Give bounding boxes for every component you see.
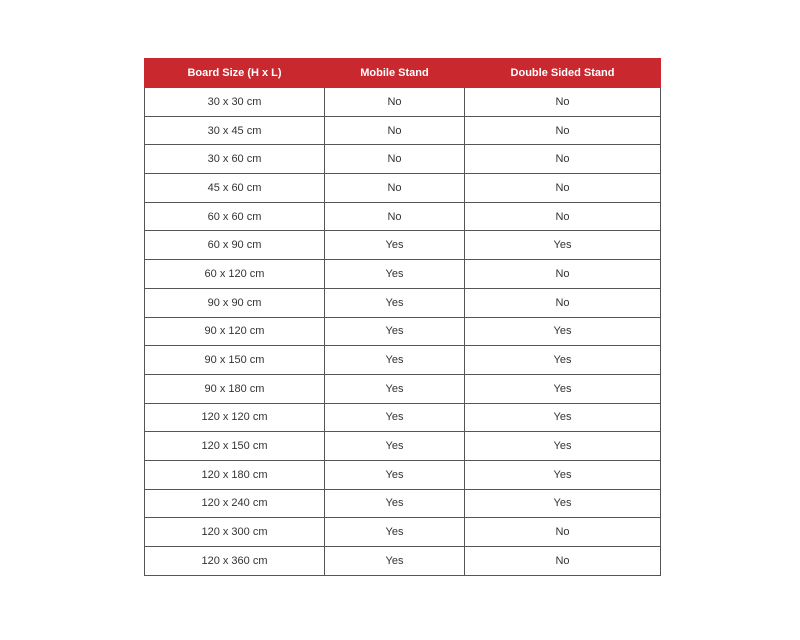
double-sided-stand-cell: Yes [465,346,661,375]
board-size-cell: 60 x 120 cm [145,260,325,289]
double-sided-stand-cell: Yes [465,374,661,403]
board-size-cell: 90 x 150 cm [145,346,325,375]
mobile-stand-cell: Yes [325,288,465,317]
board-size-cell: 45 x 60 cm [145,174,325,203]
board-size-table-container [144,58,660,576]
mobile-stand-cell: Yes [325,374,465,403]
header-board-size: Board Size (H x L) [145,59,325,88]
table-row [145,547,661,576]
table-row [145,374,661,403]
mobile-stand-cell: Yes [325,460,465,489]
header-double-sided-stand: Double Sided Stand [465,59,661,88]
table-row [145,317,661,346]
table-row [145,202,661,231]
double-sided-stand-cell: No [465,88,661,117]
table-row [145,145,661,174]
table-body [145,88,661,576]
header-row [145,59,661,88]
mobile-stand-cell: No [325,174,465,203]
board-size-cell: 120 x 300 cm [145,518,325,547]
double-sided-stand-cell: No [465,145,661,174]
mobile-stand-cell: Yes [325,260,465,289]
mobile-stand-cell: No [325,145,465,174]
table-row [145,174,661,203]
board-size-cell: 120 x 150 cm [145,432,325,461]
mobile-stand-cell: Yes [325,231,465,260]
double-sided-stand-cell: Yes [465,403,661,432]
board-size-cell: 90 x 180 cm [145,374,325,403]
board-size-cell: 60 x 60 cm [145,202,325,231]
board-size-cell: 120 x 120 cm [145,403,325,432]
mobile-stand-cell: Yes [325,403,465,432]
table-row [145,403,661,432]
board-size-cell: 60 x 90 cm [145,231,325,260]
table-row [145,116,661,145]
board-size-cell: 120 x 240 cm [145,489,325,518]
table-row [145,346,661,375]
mobile-stand-cell: Yes [325,518,465,547]
table-row [145,88,661,117]
table-row [145,260,661,289]
double-sided-stand-cell: No [465,202,661,231]
board-size-stand-table [144,58,661,576]
mobile-stand-cell: Yes [325,317,465,346]
board-size-cell: 30 x 60 cm [145,145,325,174]
double-sided-stand-cell: Yes [465,460,661,489]
header-mobile-stand: Mobile Stand [325,59,465,88]
board-size-cell: 120 x 360 cm [145,547,325,576]
board-size-cell: 90 x 90 cm [145,288,325,317]
double-sided-stand-cell: No [465,547,661,576]
mobile-stand-cell: Yes [325,547,465,576]
double-sided-stand-cell: No [465,260,661,289]
double-sided-stand-cell: Yes [465,432,661,461]
board-size-cell: 90 x 120 cm [145,317,325,346]
board-size-cell: 120 x 180 cm [145,460,325,489]
table-row [145,432,661,461]
board-size-cell: 30 x 30 cm [145,88,325,117]
double-sided-stand-cell: Yes [465,231,661,260]
table-row [145,489,661,518]
mobile-stand-cell: Yes [325,346,465,375]
double-sided-stand-cell: No [465,518,661,547]
table-row [145,231,661,260]
table-row [145,460,661,489]
board-size-cell: 30 x 45 cm [145,116,325,145]
mobile-stand-cell: No [325,116,465,145]
mobile-stand-cell: Yes [325,432,465,461]
mobile-stand-cell: No [325,202,465,231]
mobile-stand-cell: Yes [325,489,465,518]
double-sided-stand-cell: No [465,174,661,203]
mobile-stand-cell: No [325,88,465,117]
double-sided-stand-cell: Yes [465,489,661,518]
table-row [145,288,661,317]
table-row [145,518,661,547]
table-header [145,59,661,88]
double-sided-stand-cell: Yes [465,317,661,346]
double-sided-stand-cell: No [465,116,661,145]
double-sided-stand-cell: No [465,288,661,317]
